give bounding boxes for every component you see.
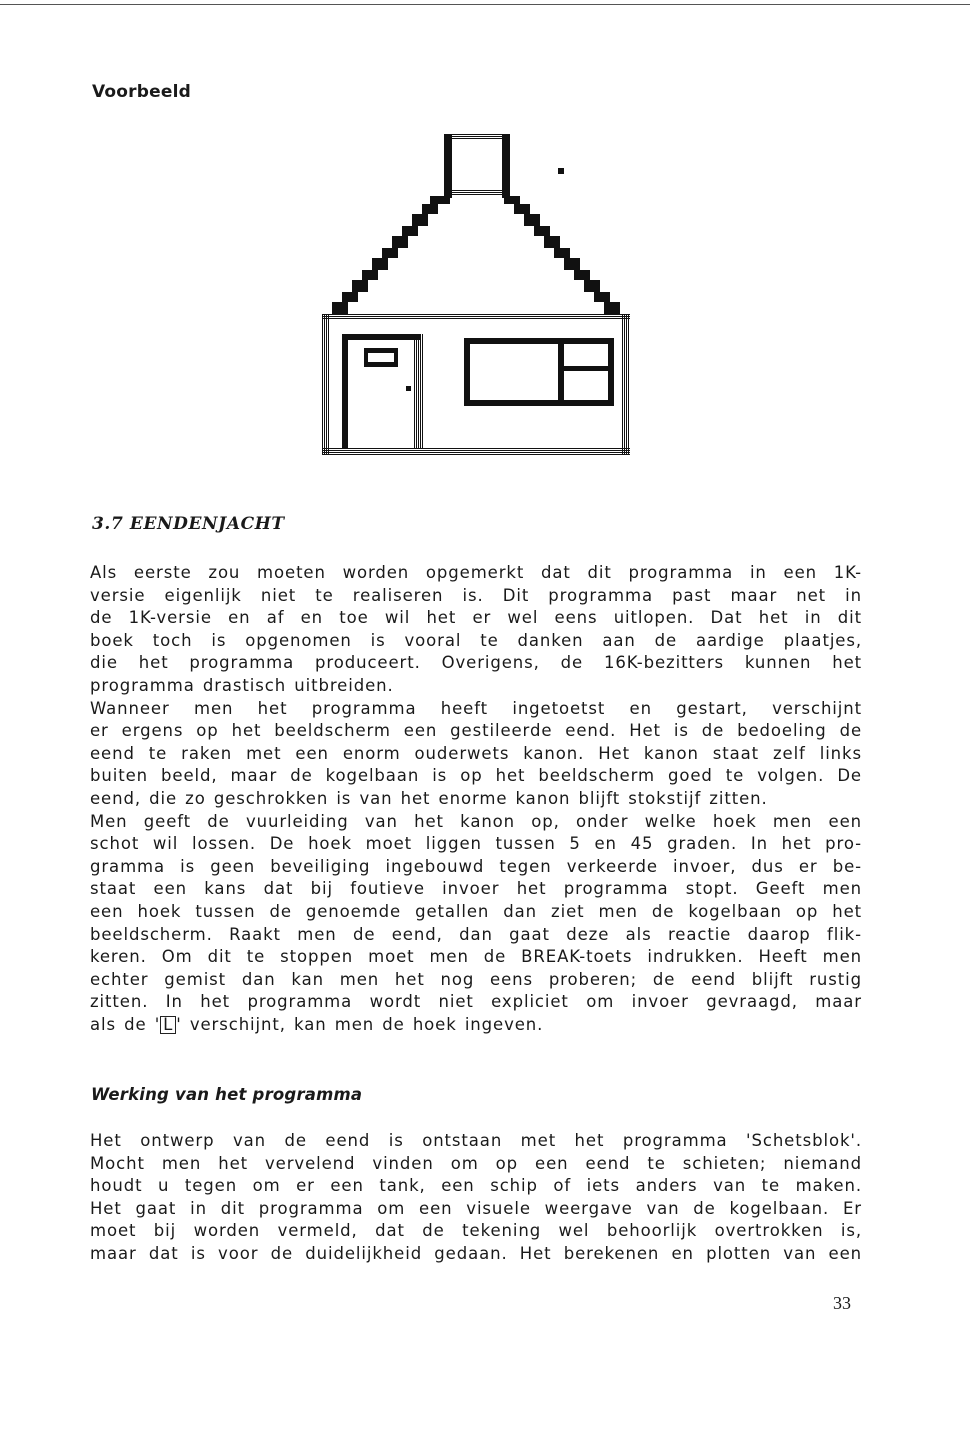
text-line: die het programma produceert. Overigens, de 16K-bezitters kunnen het: [90, 653, 862, 673]
text-line: beeldscherm. Raakt men de eend, dan gaat deze als reactie daarop flik-: [90, 924, 862, 944]
text-line: buiten beeld, maar de kogelbaan is op het beeldscherm goed te volgen. De: [90, 766, 862, 786]
text-line: Het ontwerp van de eend is ontstaan met het programma 'Schetsblok'.: [90, 1131, 862, 1150]
house-figure: [318, 130, 634, 462]
text-line: Men geeft de vuurleiding van het kanon op, onder welke hoek men een: [90, 811, 862, 831]
window: [464, 338, 614, 406]
text-line: Mocht men het vervelend vinden om op een eend te schieten; niemand: [90, 1153, 862, 1173]
key-text-after: ' verschijnt, kan men de hoek ingeven.: [176, 1014, 544, 1034]
text-line: maar dat is voor de duidelijkheid gedaan. Het berekenen en plotten van een: [90, 1243, 862, 1263]
text-line: Het gaat in dit programma om een visuele weergave van de kogelbaan. Er: [90, 1198, 862, 1218]
text-line: er ergens op het beeldscherm een gestileerde eend. Het is de bedoeling de: [90, 721, 862, 741]
text-line: moet bij worden vermeld, dat de tekening wel behoorlijk overtrokken is,: [90, 1221, 862, 1241]
text-line: Als eerste zou moeten worden opgemerkt dat dit programma in een 1K-: [90, 563, 862, 582]
key-text-before: als de ': [90, 1014, 161, 1034]
door-knob: [406, 386, 411, 391]
chimney: [444, 134, 510, 198]
section-title: 3.7 EENDENJACHT: [92, 514, 285, 534]
text-line: houdt u tegen om er een tank, een schip of iets anders van te maken.: [90, 1176, 862, 1196]
page-number: 33: [833, 1293, 851, 1313]
text-line: echter gemist dan kan men het nog eens proberen; de eend blijft rustig: [90, 969, 862, 989]
roof-right: [504, 196, 620, 314]
eave-line: [322, 314, 630, 320]
key-l-box: L: [160, 1016, 176, 1034]
text-line: gramma is geen beveiliging ingebouwd tegen verkeerde invoer, dus er be-: [90, 856, 862, 876]
wall-right: [622, 314, 630, 454]
smoke-dot: [558, 168, 564, 174]
text-line: boek toch is opgenomen is vooral te danken aan de aardige plaatjes,: [90, 630, 862, 650]
text-line: zitten. In het programma wordt niet expliciet om invoer gevraagd, maar: [90, 992, 862, 1012]
paragraph-workings: [90, 1130, 862, 1266]
text-line: versie eigenlijk niet te realiseren is. Dit programma past maar net in: [90, 585, 862, 605]
text-line: staat een kans dat bij foutieve invoer het programma stopt. Geeft men: [90, 879, 862, 899]
ground-line: [322, 448, 630, 456]
text-line: schot wil lossen. De hoek moet liggen tussen 5 en 45 graden. In het pro-: [90, 834, 862, 854]
text-line: eend, die zo geschrokken is van het enorme kanon blijft stokstijf zitten.: [90, 788, 768, 808]
top-rule: [0, 4, 970, 5]
text-line: programma drastisch uitbreiden.: [90, 675, 394, 695]
text-line: eend te raken met een enorm ouderwets kanon. Het kanon staat zelf links: [90, 743, 862, 763]
door: [342, 334, 424, 448]
text-line-key: [90, 1014, 862, 1037]
text-line: een hoek tussen de genoemde getallen dan ziet men de kogelbaan op het: [90, 901, 862, 921]
paragraph-intro: [90, 562, 862, 1036]
roof-left: [332, 196, 450, 314]
example-heading: Voorbeeld: [92, 82, 191, 102]
text-line: keren. Om dit te stoppen moet men de BREAK-toets indrukken. Heeft men: [90, 947, 862, 967]
subheading: Werking van het programma: [91, 1085, 363, 1104]
text-line: de 1K-versie en af en toe wil het er wel eens uitlopen. Dat het in dit: [90, 608, 862, 628]
wall-left: [322, 314, 330, 454]
text-line: Wanneer men het programma heeft ingetoetst en gestart, verschijnt: [90, 698, 862, 718]
